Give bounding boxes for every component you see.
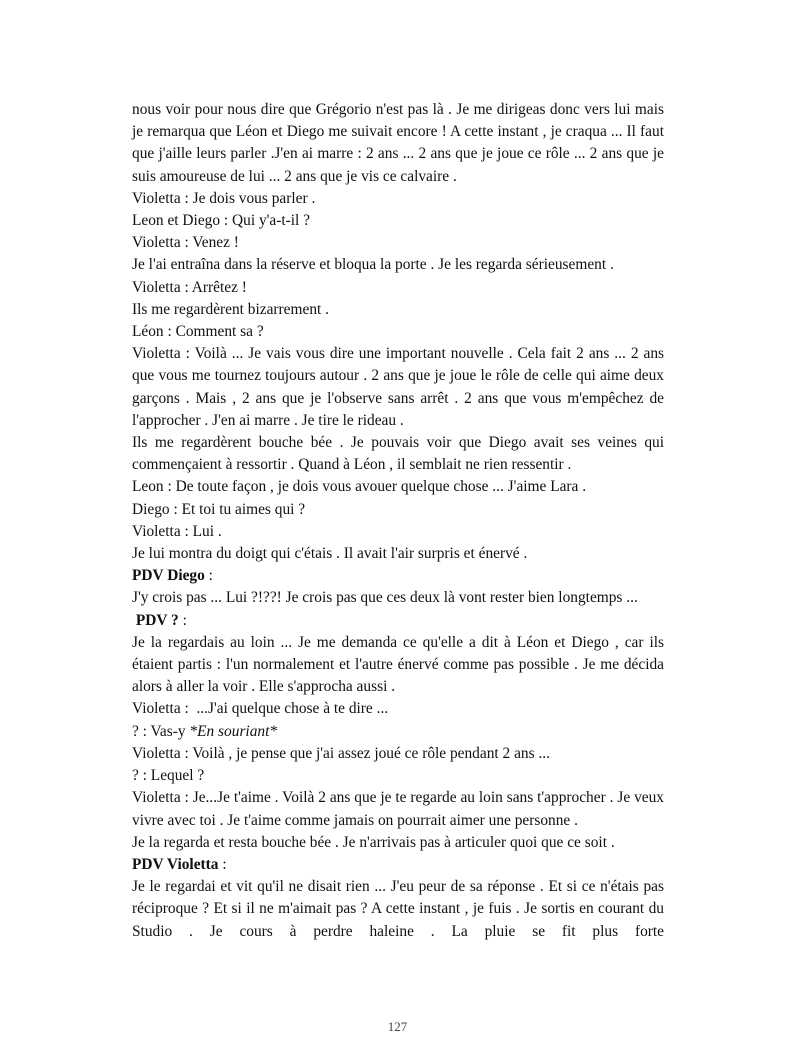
paragraph-7: Je le regardai et vit qu'il ne disait rien ... J'eu peur de sa réponse . Et si ce n'étais pas réciproque ? Et si il ne m'aimait pas ? A cette instant , je fuis . Je sortis en courant du Studio . Je cours à perdre haleine . La pluie se fit plus forte bbox=[132, 878, 664, 940]
narration-line-1: Je l'ai entraîna dans la réserve et bloqua la porte . Je les regarda sérieusement . bbox=[132, 256, 614, 274]
dialogue-line-7: Diego : Et toi tu aimes qui ? bbox=[132, 500, 306, 518]
dialogue-line-6: Leon : De toute façon , je dois vous avouer quelque chose ... J'aime Lara . bbox=[132, 478, 587, 496]
section-heading-violetta-colon: : bbox=[218, 855, 227, 873]
dialogue-line-4: Violetta : Arrêtez ! bbox=[132, 278, 247, 296]
paragraph-1: nous voir pour nous dire que Grégorio n'est pas là . Je me dirigeas donc vers lui mais je remarqua que Léon et Diego me suivait encore ! A cette instant , je craqua ... Il faut que j'aille leurs parler .J'en ai marre : 2 ans ... 2 ans que je joue ce rôle ... 2 ans que je suis amoureuse de lui ... 2 ans que je vis ce calvaire . bbox=[132, 101, 664, 185]
narration-line-4: Je la regarda et resta bouche bée . Je n'arrivais pas à articuler quoi que ce soit . bbox=[132, 833, 615, 851]
dialogue-line-10 bbox=[132, 721, 664, 743]
section-heading-unknown bbox=[132, 610, 664, 632]
narration-line-3: Je lui montra du doigt qui c'étais . Il avait l'air surpris et énervé . bbox=[132, 545, 528, 563]
page-number: 127 bbox=[387, 1019, 408, 1034]
section-heading-diego-colon: : bbox=[204, 567, 213, 585]
page-body bbox=[132, 99, 664, 943]
dialogue-line-9: Violetta : ...J'ai quelque chose à te dire ... bbox=[132, 700, 389, 718]
section-heading-unknown-colon: : bbox=[178, 611, 187, 629]
paragraph-6: Violetta : Je...Je t'aime . Voilà 2 ans que je te regarde au loin sans t'approcher . Je veux vivre avec toi . Je t'aime comme jamais on pourrait aimer une personne . bbox=[132, 789, 664, 829]
dialogue-line-12: ? : Lequel ? bbox=[132, 767, 205, 785]
section-heading-violetta bbox=[132, 854, 664, 876]
section-heading-violetta-label: PDV Violetta bbox=[132, 855, 219, 873]
section-heading-diego bbox=[132, 565, 664, 587]
paragraph-2: Violetta : Voilà ... Je vais vous dire une important nouvelle . Cela fait 2 ans ... 2 ans que vous me tournez toujours autour . 2 ans que je joue le rôle de celle qui aime deux garçons . Mais , 2 ans que je l'observe sans arrêt . 2 ans que vous m'empêchez de l'approcher . J'en ai marre . Je tire le rideau . bbox=[132, 345, 664, 429]
paragraph-3: Ils me regardèrent bouche bée . Je pouvais voir que Diego avait ses veines qui commençaient à ressortir . Quand à Léon , il semblait ne rien ressentir . bbox=[132, 434, 664, 474]
dialogue-line-8: Violetta : Lui . bbox=[132, 522, 222, 540]
dialogue-line-1: Violetta : Je dois vous parler . bbox=[132, 189, 316, 207]
section-heading-diego-label: PDV Diego bbox=[132, 567, 205, 585]
dialogue-line-11: Violetta : Voilà , je pense que j'ai assez joué ce rôle pendant 2 ans ... bbox=[132, 744, 550, 762]
section-heading-unknown-label: PDV ? bbox=[132, 611, 179, 629]
stage-direction: *En souriant* bbox=[189, 722, 278, 740]
dialogue-line-5: Léon : Comment sa ? bbox=[132, 323, 264, 341]
dialogue-line-10-speech: ? : Vas-y bbox=[132, 722, 190, 740]
paragraph-4: J'y crois pas ... Lui ?!??! Je crois pas que ces deux là vont rester bien longtemps ... bbox=[132, 589, 638, 607]
dialogue-line-2: Leon et Diego : Qui y'a-t-il ? bbox=[132, 212, 310, 230]
paragraph-5: Je la regardais au loin ... Je me demanda ce qu'elle a dit à Léon et Diego , car ils étaient partis : l'un normalement et l'autre énervé comme pas possible . Je me décida alors à aller la voir . Elle s'approcha aussi . bbox=[132, 633, 664, 696]
dialogue-line-3: Violetta : Venez ! bbox=[132, 234, 239, 252]
narration-line-2: Ils me regardèrent bizarrement . bbox=[132, 300, 329, 318]
